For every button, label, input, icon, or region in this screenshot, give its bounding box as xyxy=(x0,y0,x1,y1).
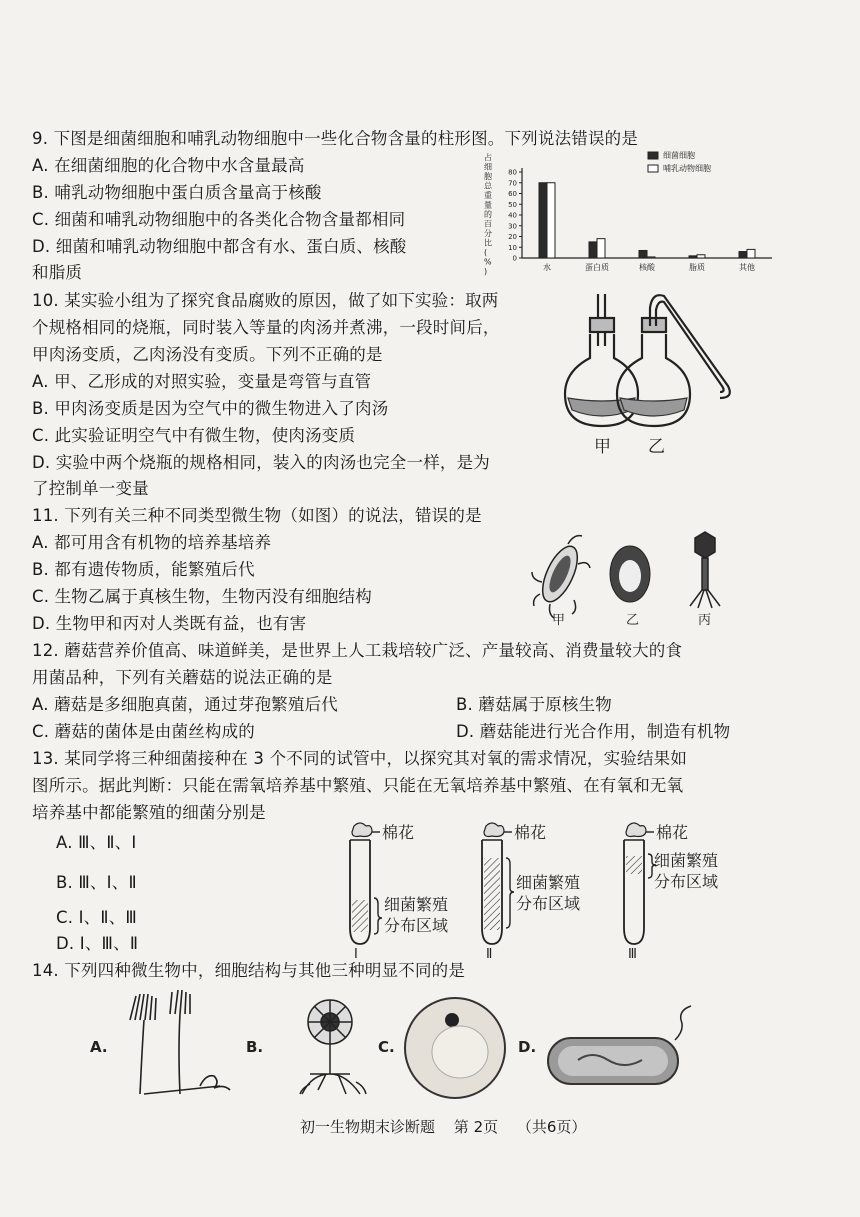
chart-legend-swatch xyxy=(648,152,658,159)
chart-ylabel-char: % xyxy=(484,257,492,267)
footer-page: 第 2页 xyxy=(453,1118,499,1136)
q10-option-c: C. 此实验证明空气中有微生物，使肉汤变质 xyxy=(32,426,356,445)
chart-ylabel-char: 占 xyxy=(484,153,492,162)
chart-bar-mammal-4 xyxy=(747,249,755,258)
tube-3-region-label-1: 细菌繁殖 xyxy=(654,851,719,870)
compound-bar-chart xyxy=(478,148,778,276)
q9-option-c: C. 细菌和哺乳动物细胞中的各类化合物含量都相同 xyxy=(32,210,406,229)
chart-ylabel-char: 细 xyxy=(484,162,492,172)
q12-option-b: B. 蘑菇属于原核生物 xyxy=(456,695,613,714)
chart-legend xyxy=(648,150,711,173)
q13-stem-1: 13. 某同学将三种细菌接种在 3 个不同的试管中，以探究其对氧的需求情况，实验结果如 xyxy=(32,749,688,768)
chart-bar-bacteria-1 xyxy=(589,242,597,258)
tube-3 xyxy=(624,823,656,944)
q9-option-b: B. 哺乳动物细胞中蛋白质含量高于核酸 xyxy=(32,183,322,202)
yeast-c xyxy=(405,998,505,1098)
chart-bar-bacteria-2 xyxy=(639,250,647,258)
bacterium-d xyxy=(548,1006,691,1084)
q10-option-d-cont: 了控制单一变量 xyxy=(32,479,149,498)
page-footer xyxy=(300,1116,600,1137)
chart-y-tick-label: 0 xyxy=(512,254,517,263)
chart-y-tick-label: 40 xyxy=(508,211,517,220)
chart-y-tick-label: 80 xyxy=(508,168,517,177)
chart-ylabel-char: ) xyxy=(484,267,488,276)
q11-stem: 11. 下列有关三种不同类型微生物（如图）的说法，错误的是 xyxy=(32,506,482,525)
q11-option-d: D. 生物甲和丙对人类既有益，也有害 xyxy=(32,614,307,633)
q10-stem-1: 10. 某实验小组为了探究食品腐败的原因，做了如下实验：取两 xyxy=(32,291,499,310)
q11-option-c: C. 生物乙属于真核生物，生物丙没有细胞结构 xyxy=(32,587,372,606)
q9-option-a: A. 在细菌细胞的化合物中水含量最高 xyxy=(32,156,305,175)
q13-option-d: D. Ⅰ、Ⅲ、Ⅱ xyxy=(56,934,139,953)
tube-2 xyxy=(482,823,514,944)
chart-ylabel-char: 量 xyxy=(484,200,492,210)
flask-label-yi: 乙 xyxy=(648,437,665,456)
chart-legend-label: 哺乳动物细胞 xyxy=(663,164,711,173)
chart-y-tick-label: 10 xyxy=(508,243,517,252)
virus-bing xyxy=(690,532,720,608)
q11-option-a: A. 都可用含有机物的培养基培养 xyxy=(32,533,272,552)
tube-3-cotton-label: 棉花 xyxy=(656,823,689,842)
q10-option-b: B. 甲肉汤变质是因为空气中的微生物进入了肉汤 xyxy=(32,399,389,418)
chart-x-tick-label: 核酸 xyxy=(639,263,655,272)
q12-option-a: A. 蘑菇是多细胞真菌，通过芽孢繁殖后代 xyxy=(32,695,338,714)
tube-2-region-label-1: 细菌繁殖 xyxy=(516,873,581,892)
q10-option-a: A. 甲、乙形成的对照实验，变量是弯管与直管 xyxy=(32,372,372,391)
microbe-label-bing: 丙 xyxy=(698,613,712,628)
q14-label-b: B. xyxy=(246,1038,264,1056)
q14-stem: 14. 下列四种微生物中，细胞结构与其他三种明显不同的是 xyxy=(32,961,466,980)
q13-option-c: C. Ⅰ、Ⅱ、Ⅲ xyxy=(56,908,137,927)
tube-3-label: Ⅲ xyxy=(628,947,637,960)
tube-2-region-label-2: 分布区域 xyxy=(516,894,581,913)
test-tubes-illustration xyxy=(340,818,730,960)
chart-ylabel-char: 的 xyxy=(484,210,492,219)
chart-x-tick-label: 蛋白质 xyxy=(585,263,609,272)
bacterium-jia xyxy=(532,536,590,618)
q13-stem-3: 培养基中都能繁殖的细菌分别是 xyxy=(32,803,266,822)
q10-stem-3: 甲肉汤变质，乙肉汤没有变质。下列不正确的是 xyxy=(32,345,383,364)
q11-option-b: B. 都有遗传物质，能繁殖后代 xyxy=(32,560,255,579)
penicillium-a xyxy=(130,990,230,1094)
flask-label-jia: 甲 xyxy=(594,437,611,456)
chart-bar-bacteria-0 xyxy=(539,183,547,258)
microbe-label-yi: 乙 xyxy=(626,613,640,628)
chart-ylabel-char: 重 xyxy=(484,191,492,200)
tube-3-region-label-2: 分布区域 xyxy=(654,872,719,891)
tube-2-cotton-label: 棉花 xyxy=(514,823,547,842)
chart-bar-mammal-3 xyxy=(697,255,705,258)
chart-y-tick-label: 50 xyxy=(508,200,517,209)
q12-stem-2: 用菌品种，下列有关蘑菇的说法正确的是 xyxy=(32,668,333,687)
chart-bar-bacteria-3 xyxy=(689,256,697,258)
chart-bar-mammal-0 xyxy=(547,183,555,258)
footer-total: （共6页） xyxy=(516,1118,587,1136)
tube-1-cotton-label: 棉花 xyxy=(382,823,415,842)
tube-1 xyxy=(350,823,382,944)
q14-label-d: D. xyxy=(518,1038,537,1056)
tube-1-region-label-2: 分布区域 xyxy=(384,916,449,935)
tube-1-region-label-1: 细菌繁殖 xyxy=(384,895,449,914)
rhizopus-b xyxy=(300,1000,366,1094)
flask-yi xyxy=(617,295,730,426)
tube-2-label: Ⅱ xyxy=(486,947,493,960)
chart-ylabel-char: 胞 xyxy=(484,172,492,181)
chart-ylabel-char: ( xyxy=(484,248,488,257)
yeast-yi xyxy=(610,546,650,602)
microbes-illustration xyxy=(530,524,740,628)
q13-stem-2: 图所示。据此判断：只能在需氧培养基中繁殖、只能在无氧培养基中繁殖、在有氧和无氧 xyxy=(32,776,684,795)
chart-ylabel-char: 比 xyxy=(484,238,492,248)
chart-legend-swatch xyxy=(648,165,658,172)
footer-title: 初一生物期末诊断题 xyxy=(300,1118,436,1136)
chart-bar-mammal-1 xyxy=(597,239,605,258)
chart-bar-bacteria-4 xyxy=(739,252,747,258)
chart-ylabel xyxy=(484,152,493,276)
chart-y-tick-label: 30 xyxy=(508,222,517,231)
microbe-label-jia: 甲 xyxy=(552,613,566,628)
chart-x-tick-label: 水 xyxy=(543,263,551,272)
chart-x-tick-label: 脂质 xyxy=(689,263,705,272)
chart-x-tick-label: 其他 xyxy=(739,263,755,272)
q10-stem-2: 个规格相同的烧瓶，同时装入等量的肉汤并煮沸，一段时间后， xyxy=(32,318,500,337)
q13-option-a: A. Ⅲ、Ⅱ、Ⅰ xyxy=(56,833,137,852)
q12-stem-1: 12. 蘑菇营养价值高、味道鲜美，是世界上人工栽培较广泛、产量较高、消费量较大的食 xyxy=(32,641,683,660)
q14-microbes-illustration xyxy=(80,990,720,1100)
q14-label-c: C. xyxy=(378,1038,395,1056)
q12-option-c: C. 蘑菇的菌体是由菌丝构成的 xyxy=(32,722,256,741)
tube-1-label: Ⅰ xyxy=(354,947,358,960)
q10-option-d: D. 实验中两个烧瓶的规格相同，装入的肉汤也完全一样，是为 xyxy=(32,453,490,472)
q9-stem: 9. 下图是细菌细胞和哺乳动物细胞中一些化合物含量的柱形图。下列说法错误的是 xyxy=(32,129,639,148)
chart-y-tick-label: 20 xyxy=(508,233,517,241)
chart-ylabel-char: 分 xyxy=(484,229,492,238)
flask-experiment-illustration xyxy=(560,286,740,456)
chart-ylabel-char: 总 xyxy=(484,181,492,191)
chart-y-tick-label: 60 xyxy=(508,190,517,198)
q12-option-d: D. 蘑菇能进行光合作用，制造有机物 xyxy=(456,722,731,741)
q9-option-d: D. 细菌和哺乳动物细胞中都含有水、蛋白质、核酸 xyxy=(32,237,407,256)
chart-legend-label: 细菌细胞 xyxy=(663,151,695,160)
chart-bar-mammal-2 xyxy=(647,257,655,258)
q9-option-d-cont: 和脂质 xyxy=(32,263,83,282)
q14-label-a: A. xyxy=(90,1038,108,1056)
q13-option-b: B. Ⅲ、Ⅰ、Ⅱ xyxy=(56,873,137,892)
chart-y-tick-label: 70 xyxy=(508,179,517,188)
chart-ylabel-char: 百 xyxy=(484,219,492,229)
